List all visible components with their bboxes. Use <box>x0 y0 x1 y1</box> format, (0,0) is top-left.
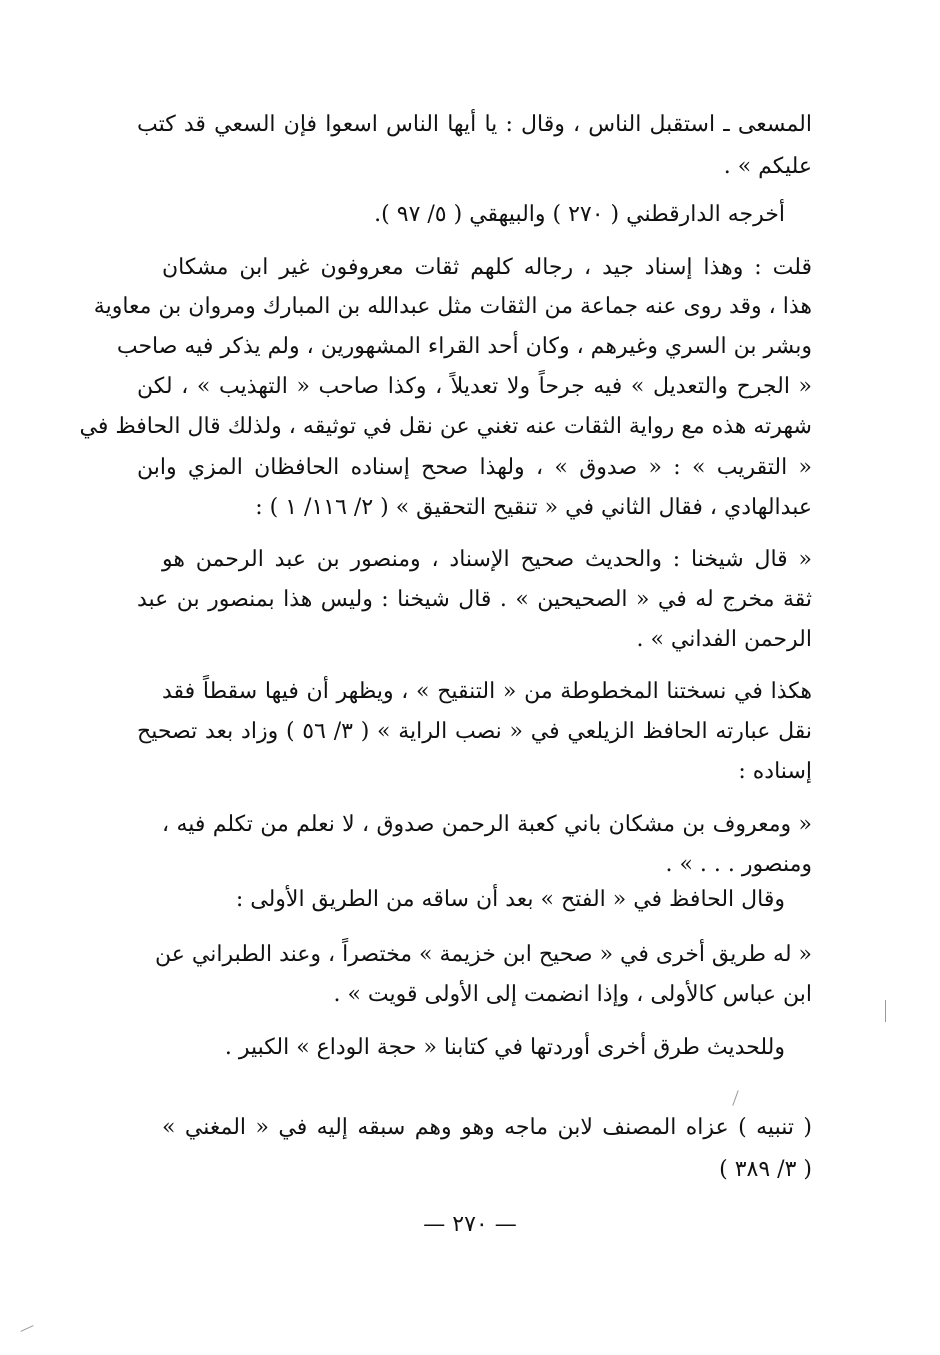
text-line: « قال شيخنا : والحديث صحيح الإسناد ، ومنصور بن عبد الرحمن هو <box>162 547 812 572</box>
footnote-line: ( ٣/ ٣٨٩ ) <box>719 1157 812 1182</box>
text-line: عليكم » . <box>723 154 812 179</box>
text-line: « له طريق أخرى في « صحيح ابن خزيمة » مختصراً ، وعند الطبراني عن <box>155 942 812 967</box>
text-line: هذا ، وقد روى عنه جماعة من الثقات مثل عبدالله بن المبارك ومروان بن معاوية <box>93 294 812 319</box>
text-line: المسعى ـ استقبل الناس ، وقال : يا أيها الناس اسعوا فإن السعي قد كتب <box>137 112 812 137</box>
text-line: أخرجه الدارقطني ( ٢٧٠ ) والبيهقي ( ٥/ ٩٧ ). <box>374 202 785 227</box>
text-line: قلت : وهذا إسناد جيد ، رجاله كلهم ثقات معروفون غير ابن مشكان <box>162 255 812 280</box>
text-line: نقل عبارته الحافظ الزيلعي في « نصب الراية » ( ٣/ ٥٦ ) وزاد بعد تصحيح <box>137 719 812 744</box>
text-line: وللحديث طرق أخرى أوردتها في كتابنا « حجة الوداع » الكبير . <box>224 1035 785 1060</box>
text-line: شهرته هذه مع رواية الثقات عنه تغني عن نقل في توثيقه ، ولذلك قال الحافظ في <box>79 414 812 439</box>
text-line: هكذا في نسختنا المخطوطة من « التنقيح » ، ويظهر أن فيها سقطاً فقد <box>162 679 812 704</box>
text-line: وبشر بن السري وغيرهم ، وكان أحد القراء المشهورين ، ولم يذكر فيه صاحب <box>116 334 812 359</box>
text-line: وقال الحافظ في « الفتح » بعد أن ساقه من الطريق الأولى : <box>235 887 785 912</box>
text-line: إسناده : <box>738 759 812 784</box>
footnote-line: ( تنبيه ) عزاه المصنف لابن ماجه وهو وهم سبقه إليه في « المغني » <box>162 1115 812 1140</box>
scan-mark <box>885 1000 886 1022</box>
text-line: « ومعروف بن مشكان باني كعبة الرحمن صدوق ، لا نعلم من تكلم فيه ، <box>162 812 812 837</box>
text-line: « التقريب » : « صدوق » ، ولهذا صحح إسناده الحافظان المزي وابن <box>137 455 812 480</box>
scan-mark <box>20 1325 33 1332</box>
text-line: الرحمن الفداني » . <box>636 627 812 652</box>
page-number: — ٢٧٠ — <box>423 1212 517 1237</box>
scan-mark <box>732 1090 738 1105</box>
text-line: ثقة مخرج له في « الصحيحين » . قال شيخنا : وليس هذا بمنصور بن عبد <box>137 587 812 612</box>
text-line: عبدالهادي ، فقال الثاني في « تنقيح التحقيق » ( ٢/ ١١٦/ ١ ) : <box>255 495 812 520</box>
text-line: ابن عباس كالأولى ، وإذا انضمت إلى الأولى قويت » . <box>333 982 812 1007</box>
text-line: ومنصور . . . » . <box>665 852 812 877</box>
text-line: « الجرح والتعديل » فيه جرحاً ولا تعديلاً ، وكذا صاحب « التهذيب » ، لكن <box>137 374 812 399</box>
